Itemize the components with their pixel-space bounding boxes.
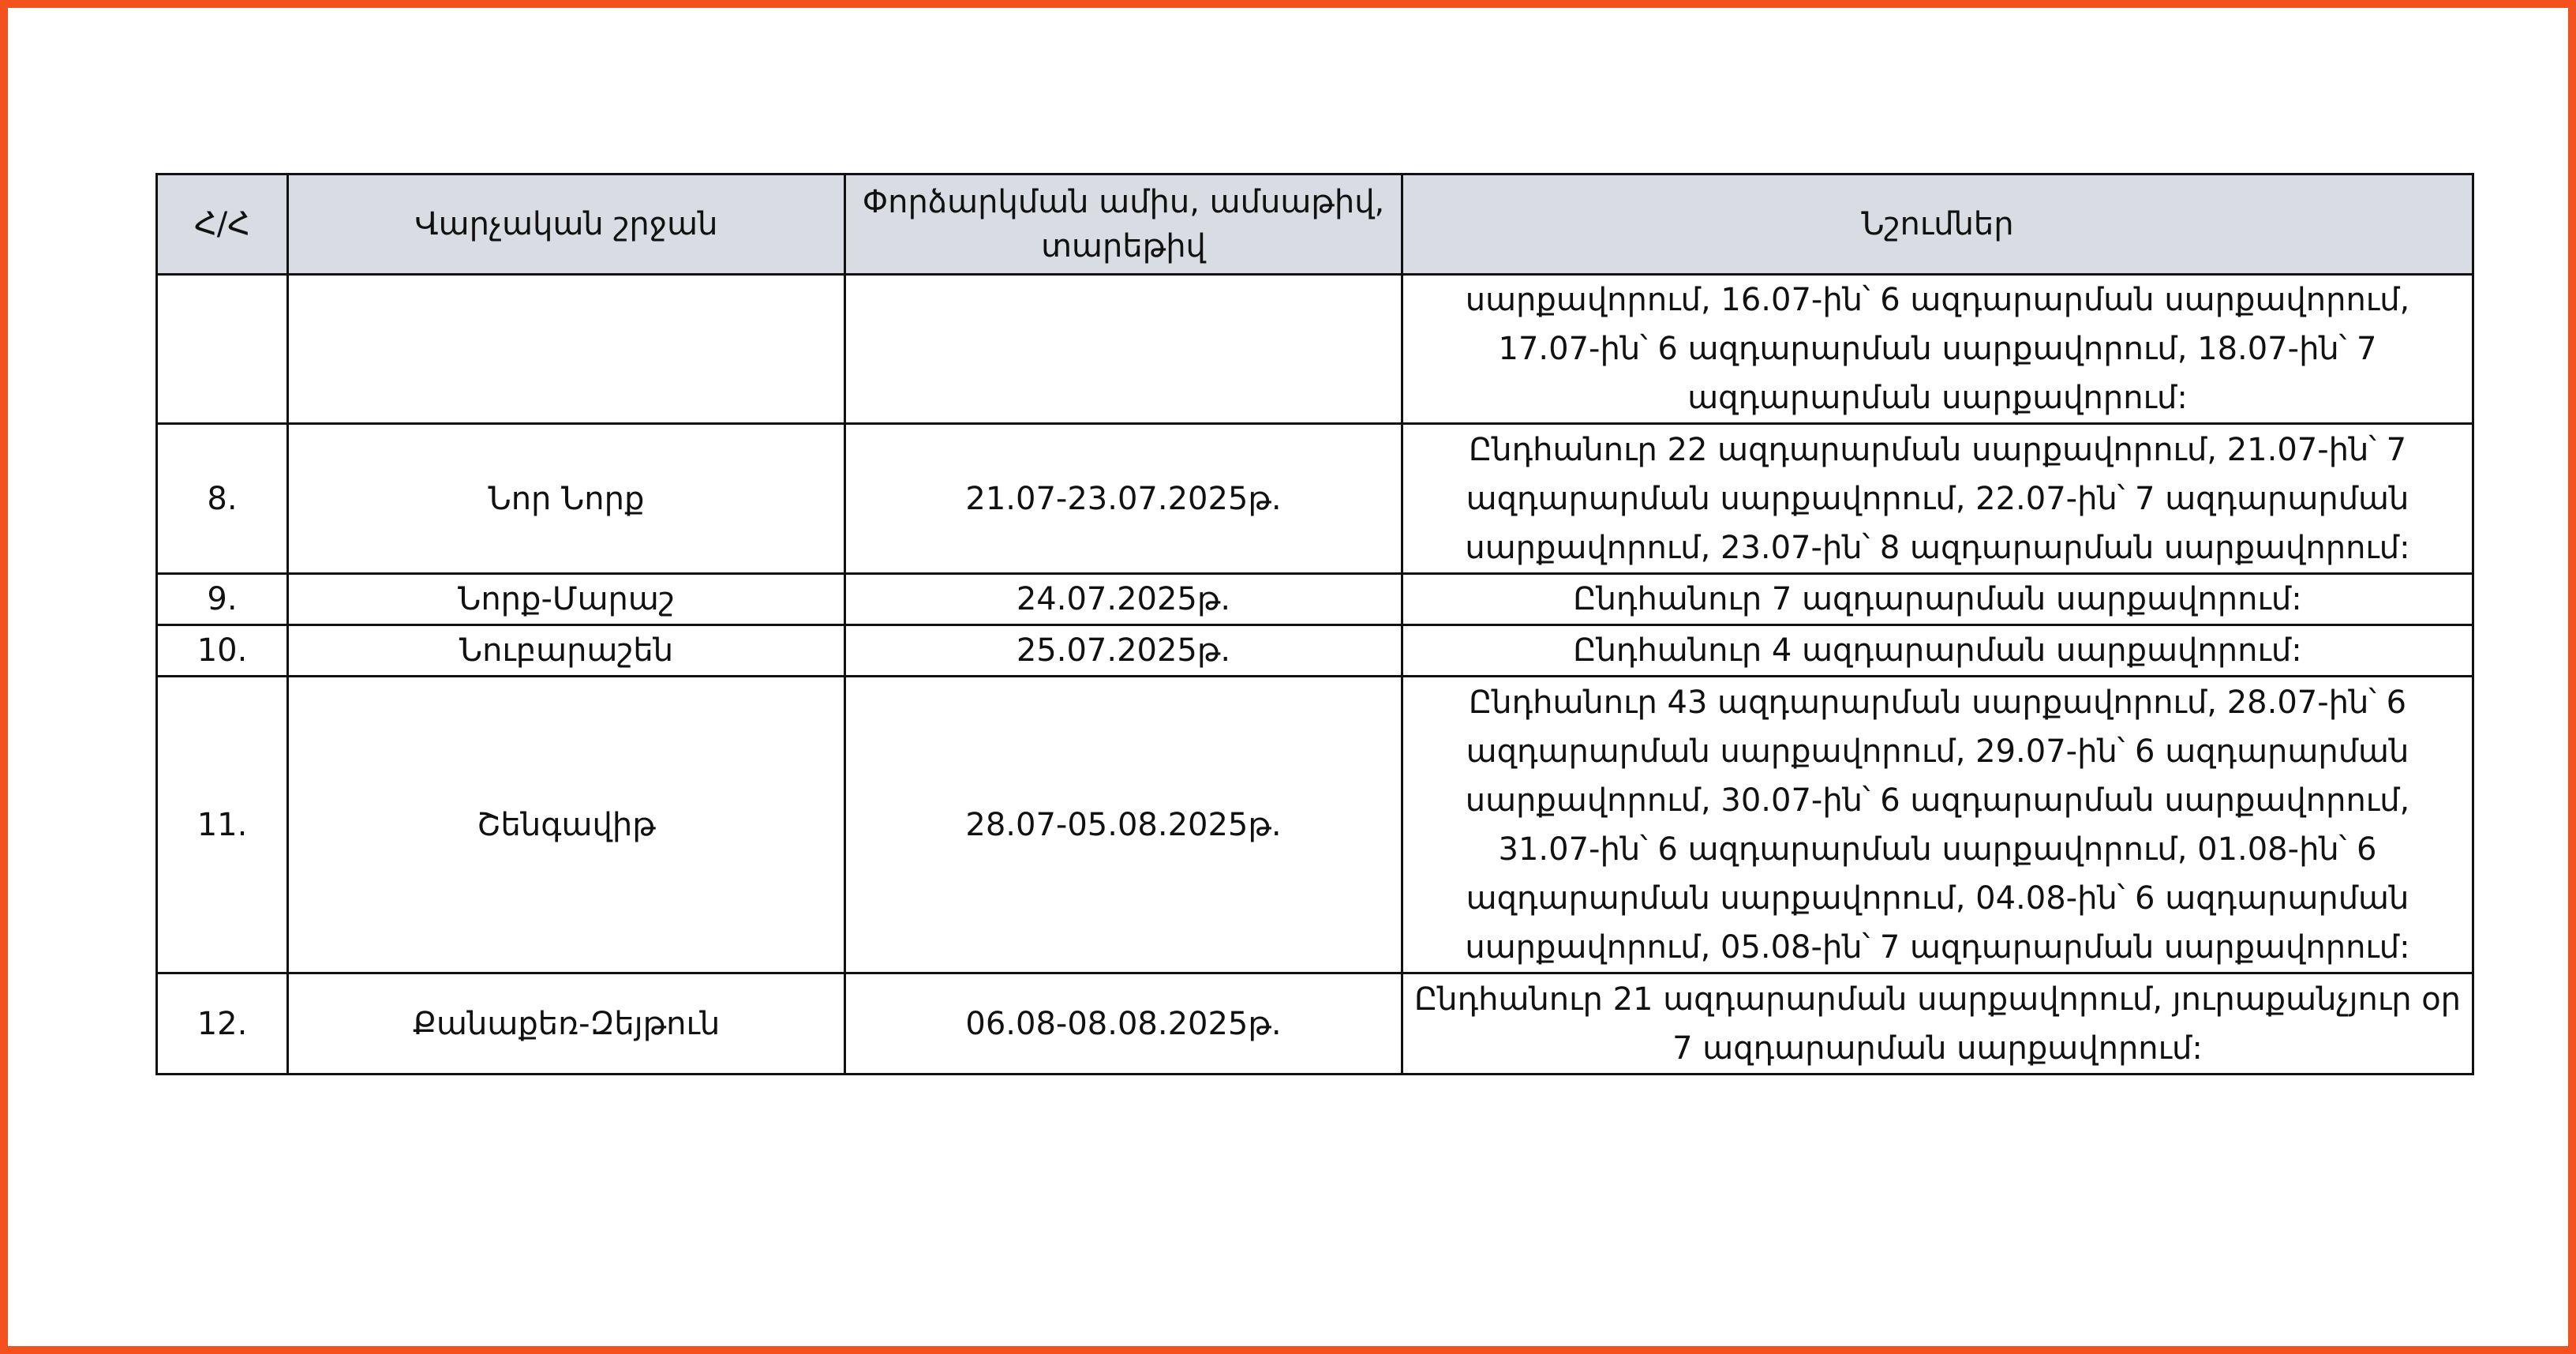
- row-notes: Ընդհանուր 22 ազդարարման սարքավորում, 21.07-ին՝ 7 ազդարարման սարքավորում, 22.07-ին՝ 7 ազդարարման սարքավորում, 23.07-ին՝ 8 ազդարարման սարքավորում:: [1402, 424, 2473, 574]
- header-region: Վարչական շրջան: [288, 174, 845, 275]
- table-row: [157, 973, 2473, 1075]
- row-number: [157, 275, 288, 424]
- header-date: Փորձարկման ամիս, ամսաթիվ, տարեթիվ: [845, 174, 1402, 275]
- row-date: [845, 275, 1402, 424]
- row-region: Նոր Նորք: [288, 424, 845, 574]
- table-row: [157, 574, 2473, 625]
- row-region: Շենգավիթ: [288, 677, 845, 973]
- row-notes: սարքավորում, 16.07-ին՝ 6 ազդարարման սարքավորում, 17.07-ին՝ 6 ազդարարման սարքավորում, 18.07-ին՝ 7 ազդարարման սարքավորում:: [1402, 275, 2473, 424]
- row-notes: Ընդհանուր 7 ազդարարման սարքավորում:: [1402, 574, 2473, 625]
- header-number: Հ/Հ: [157, 174, 288, 275]
- row-number: 8.: [157, 424, 288, 574]
- table-header-row: [157, 174, 2473, 275]
- row-date: 06.08-08.08.2025թ.: [845, 973, 1402, 1075]
- row-region: Նորք-Մարաշ: [288, 574, 845, 625]
- row-date: 21.07-23.07.2025թ.: [845, 424, 1402, 574]
- row-date: 24.07.2025թ.: [845, 574, 1402, 625]
- table-row: [157, 424, 2473, 574]
- row-region: Նուբարաշեն: [288, 625, 845, 677]
- row-notes: Ընդհանուր 4 ազդարարման սարքավորում:: [1402, 625, 2473, 677]
- header-notes: Նշումներ: [1402, 174, 2473, 275]
- table-row: [157, 275, 2473, 424]
- row-notes: Ընդհանուր 21 ազդարարման սարքավորում, յուրաքանչյուր օր 7 ազդարարման սարքավորում:: [1402, 973, 2473, 1075]
- row-notes: Ընդհանուր 43 ազդարարման սարքավորում, 28.07-ին՝ 6 ազդարարման սարքավորում, 29.07-ին՝ 6 ազդարարման սարքավորում, 30.07-ին՝ 6 ազդարարման սարքավորում, 31.07-ին՝ 6 ազդարարման սարքավորում, 01.08-ին՝ 6 ազդարարման սարքավորում, 04.08-ին՝ 6 ազդարարման սարքավորում, 05.08-ին՝ 7 ազդարարման սարքավորում:: [1402, 677, 2473, 973]
- row-number: 10.: [157, 625, 288, 677]
- schedule-table: [155, 173, 2474, 1075]
- row-date: 25.07.2025թ.: [845, 625, 1402, 677]
- row-number: 12.: [157, 973, 288, 1075]
- table-row: [157, 625, 2473, 677]
- table-row: [157, 677, 2473, 973]
- row-date: 28.07-05.08.2025թ.: [845, 677, 1402, 973]
- row-region: Քանաքեռ-Զեյթուն: [288, 973, 845, 1075]
- row-number: 9.: [157, 574, 288, 625]
- row-number: 11.: [157, 677, 288, 973]
- row-region: [288, 275, 845, 424]
